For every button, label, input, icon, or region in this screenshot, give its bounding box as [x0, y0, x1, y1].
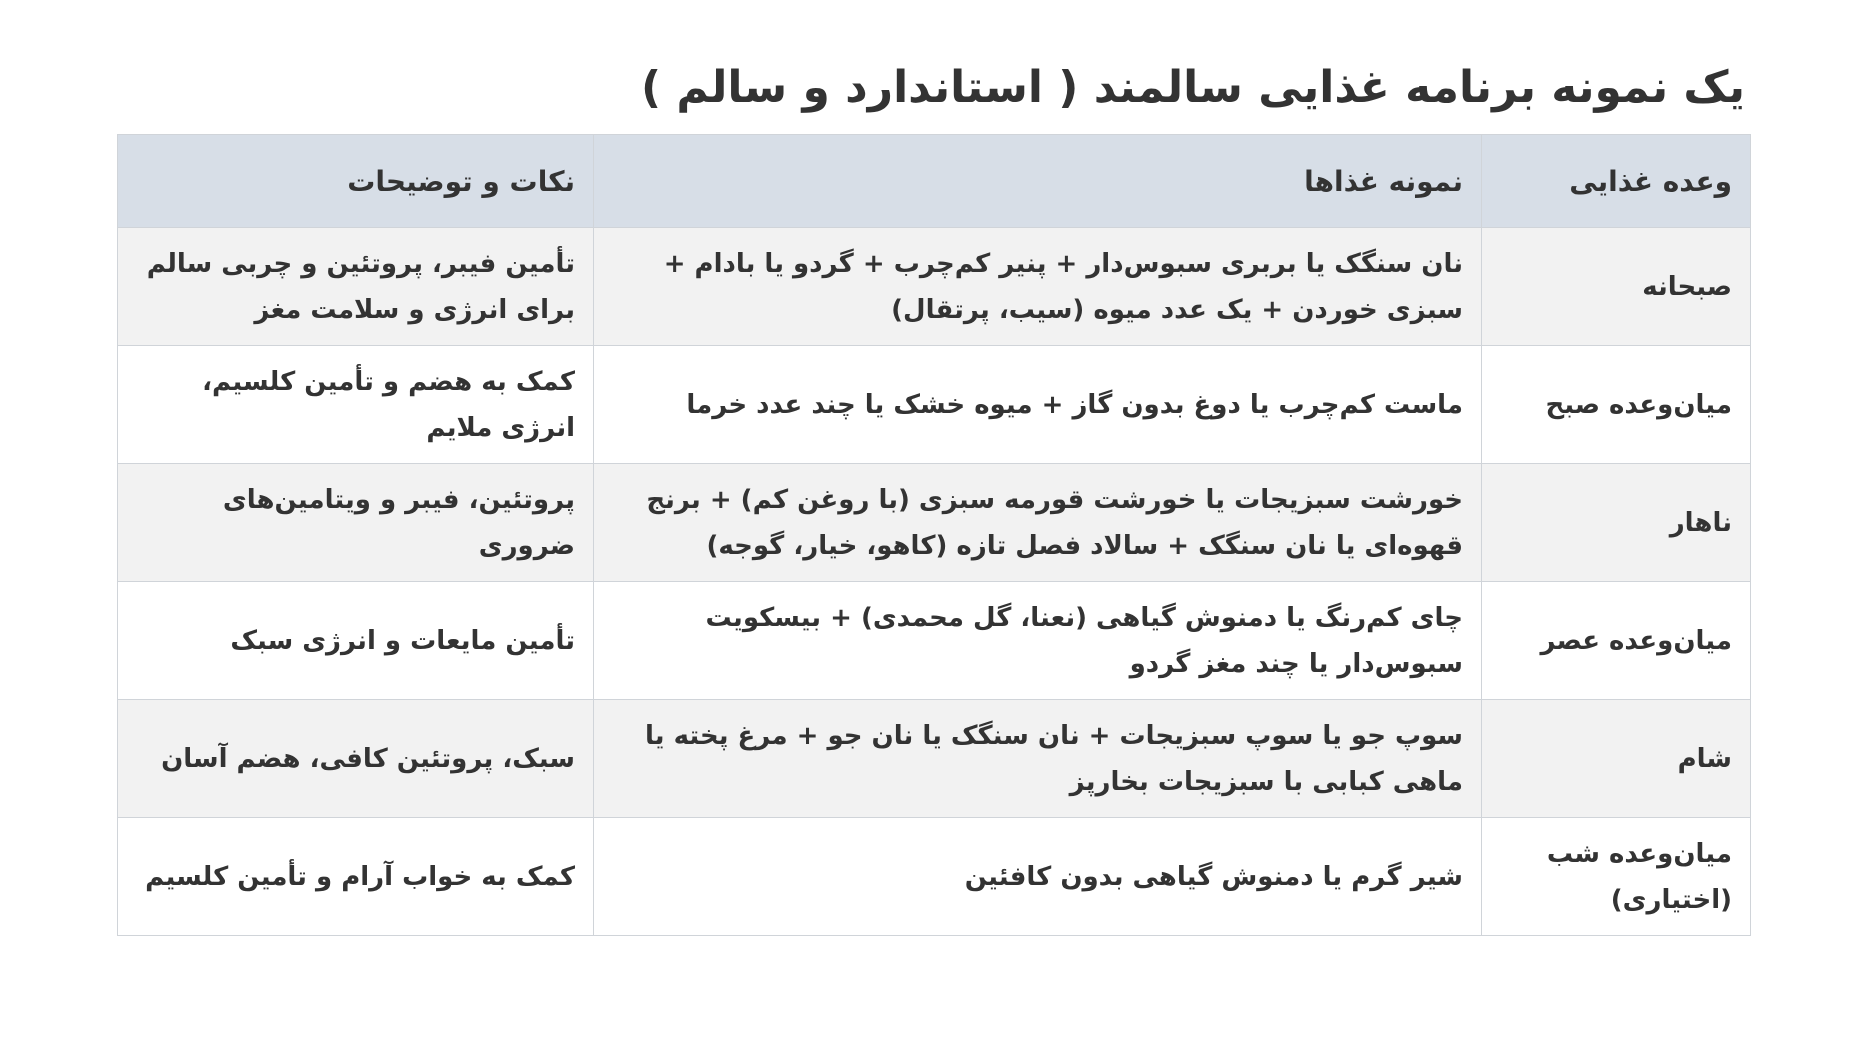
cell-notes: تأمین فیبر، پروتئین و چربی سالم برای انرژی و سلامت مغز	[118, 228, 594, 346]
table-row	[118, 228, 1751, 346]
cell-notes: کمک به خواب آرام و تأمین کلسیم	[118, 818, 594, 936]
table-row	[118, 700, 1751, 818]
cell-notes: پروتئین، فیبر و ویتامین‌های ضروری	[118, 464, 594, 582]
cell-meal: میان‌وعده صبح	[1482, 346, 1751, 464]
header-foods: نمونه غذاها	[594, 135, 1482, 228]
cell-meal: میان‌وعده شب (اختیاری)	[1482, 818, 1751, 936]
cell-meal: میان‌وعده عصر	[1482, 582, 1751, 700]
cell-foods: ماست کم‌چرب یا دوغ بدون گاز + میوه خشک یا چند عدد خرما	[594, 346, 1482, 464]
page-title: یک نمونه برنامه غذایی سالمند ( استاندارد و سالم )	[640, 62, 1745, 113]
table-row	[118, 346, 1751, 464]
cell-foods: شیر گرم یا دمنوش گیاهی بدون کافئین	[594, 818, 1482, 936]
table-row	[118, 582, 1751, 700]
cell-notes: سبک، پروتئین کافی، هضم آسان	[118, 700, 594, 818]
cell-meal: ناهار	[1482, 464, 1751, 582]
cell-foods: نان سنگک یا بربری سبوس‌دار + پنیر کم‌چرب + گردو یا بادام + سبزی خوردن + یک عدد میوه (سیب، پرتقال)	[594, 228, 1482, 346]
cell-meal: صبحانه	[1482, 228, 1751, 346]
cell-foods: چای کم‌رنگ یا دمنوش گیاهی (نعنا، گل محمدی) + بیسکویت سبوس‌دار یا چند مغز گردو	[594, 582, 1482, 700]
cell-notes: کمک به هضم و تأمین کلسیم، انرژی ملایم	[118, 346, 594, 464]
table-header-row	[118, 135, 1751, 228]
header-meal: وعده غذایی	[1482, 135, 1751, 228]
cell-notes: تأمین مایعات و انرژی سبک	[118, 582, 594, 700]
cell-foods: خورشت سبزیجات یا خورشت قورمه سبزی (با روغن کم) + برنج قهوه‌ای یا نان سنگک + سالاد فصل تازه (کاهو، خیار، گوجه)	[594, 464, 1482, 582]
header-notes: نکات و توضیحات	[118, 135, 594, 228]
table-row	[118, 464, 1751, 582]
meal-plan-table	[117, 134, 1751, 936]
cell-foods: سوپ جو یا سوپ سبزیجات + نان سنگک یا نان جو + مرغ پخته یا ماهی کبابی با سبزیجات بخارپز	[594, 700, 1482, 818]
table-row	[118, 818, 1751, 936]
cell-meal: شام	[1482, 700, 1751, 818]
